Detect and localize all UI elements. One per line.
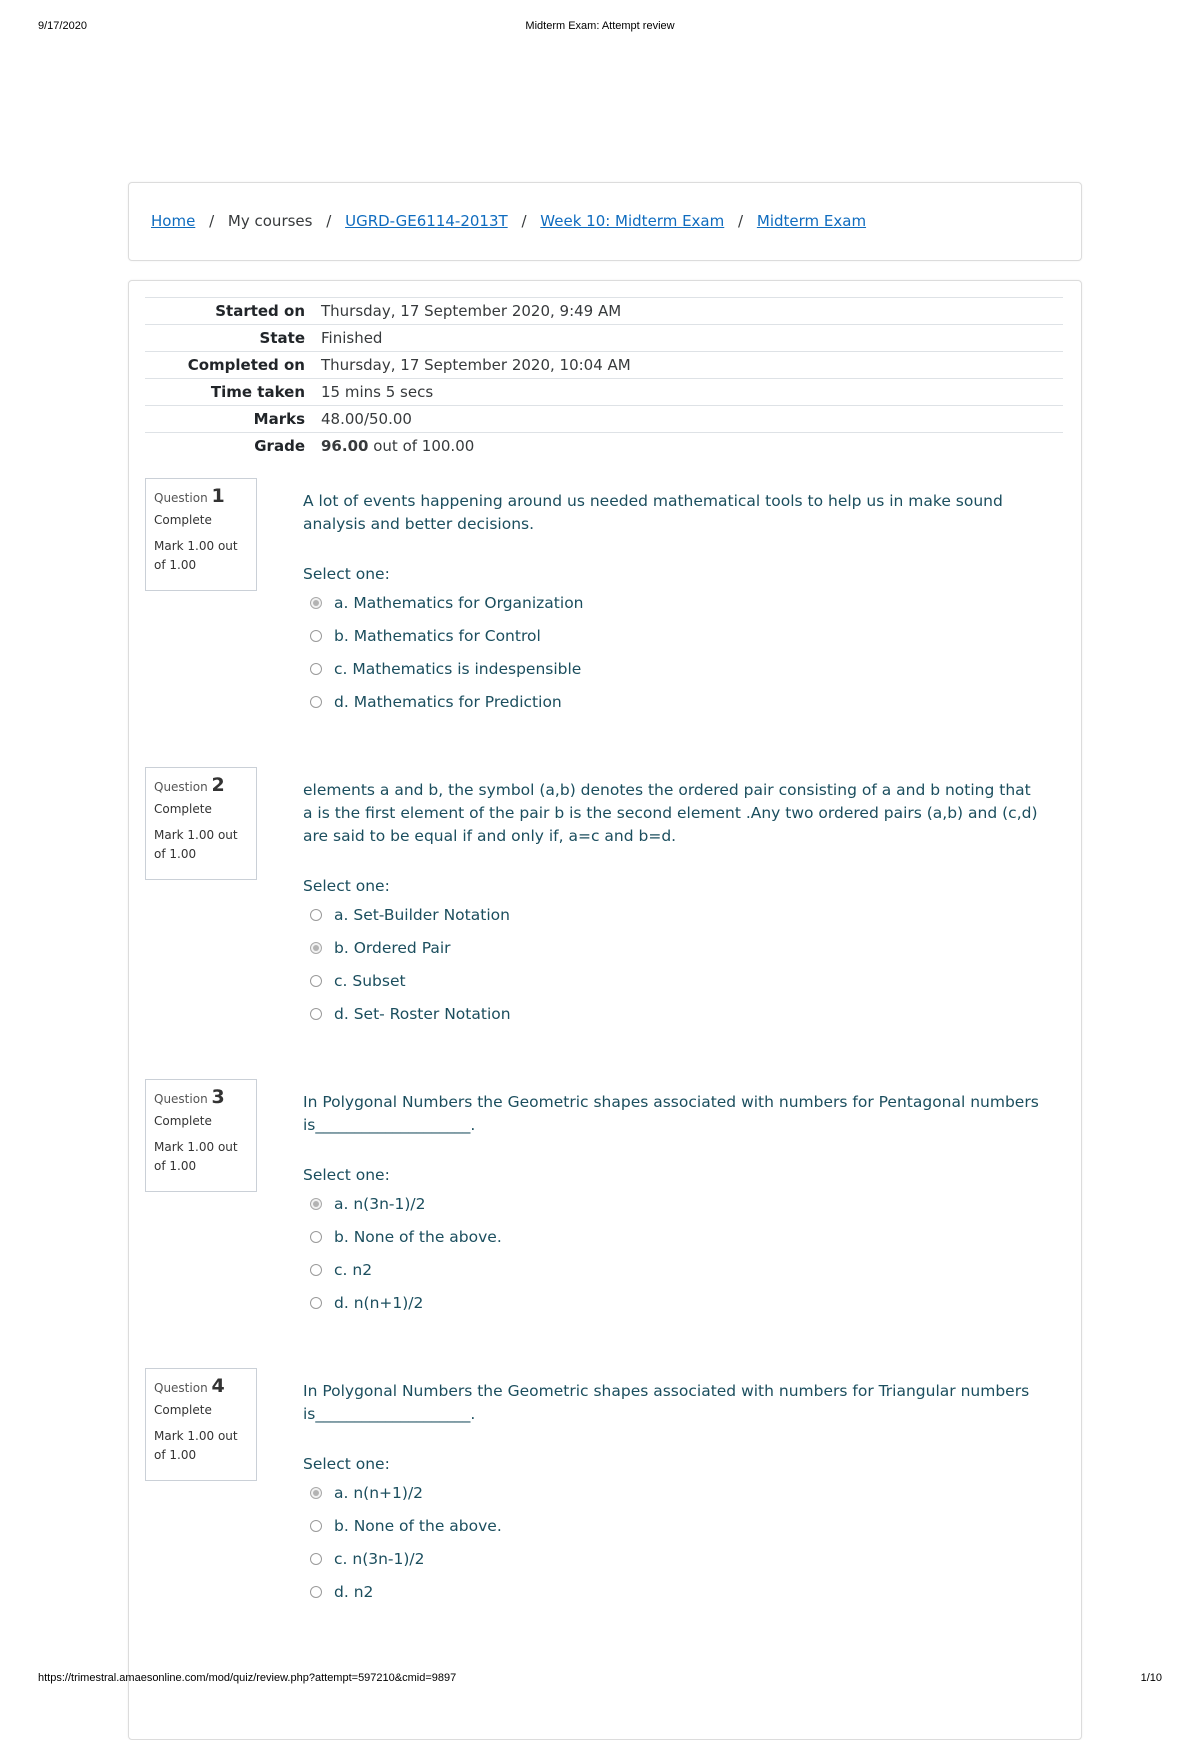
breadcrumb-week-link[interactable]: Week 10: Midterm Exam [540, 212, 725, 230]
answer-option[interactable] [303, 899, 1043, 932]
completed-on-value: Thursday, 17 September 2020, 10:04 AM [313, 352, 1063, 379]
question-state: Complete [154, 802, 212, 816]
question-label: Question [154, 1092, 208, 1106]
answer-label: c. n(3n-1)/2 [334, 1550, 425, 1568]
answer-list [303, 587, 1043, 719]
question-number [154, 1375, 248, 1401]
radio-icon[interactable] [310, 1553, 322, 1565]
attempt-summary-table [145, 297, 1063, 459]
radio-icon[interactable] [310, 663, 322, 675]
radio-icon[interactable] [310, 696, 322, 708]
answer-option[interactable] [303, 620, 1043, 653]
question-number [154, 485, 248, 511]
radio-checked-icon[interactable] [310, 597, 322, 609]
breadcrumb-separator: / [521, 212, 527, 230]
breadcrumb-separator: / [209, 212, 215, 230]
answer-label: b. None of the above. [334, 1517, 502, 1535]
breadcrumb-course-link[interactable]: UGRD-GE6114-2013T [345, 212, 508, 230]
question-label: Question [154, 1381, 208, 1395]
answer-label: d. Set- Roster Notation [334, 1005, 511, 1023]
answer-label: d. n(n+1)/2 [334, 1294, 424, 1312]
breadcrumb-card [128, 182, 1082, 261]
answer-label: c. n2 [334, 1261, 373, 1279]
answer-label: b. Mathematics for Control [334, 627, 541, 645]
question-mark: Mark 1.00 out of 1.00 [154, 539, 238, 572]
breadcrumb [151, 212, 866, 230]
answer-option[interactable] [303, 998, 1043, 1031]
time-taken-value: 15 mins 5 secs [313, 379, 1063, 406]
print-title: Midterm Exam: Attempt review [525, 20, 675, 32]
breadcrumb-my-courses: My courses [227, 212, 313, 230]
question-state: Complete [154, 1114, 212, 1128]
question-mark: Mark 1.00 out of 1.00 [154, 1140, 238, 1173]
summary-row-grade [145, 433, 1063, 460]
answer-list [303, 1477, 1043, 1609]
question-number-value: 2 [211, 774, 225, 796]
question-mark: Mark 1.00 out of 1.00 [154, 1429, 238, 1462]
radio-icon[interactable] [310, 1586, 322, 1598]
radio-icon[interactable] [310, 1520, 322, 1532]
answer-option[interactable] [303, 1221, 1043, 1254]
question-state: Complete [154, 1403, 212, 1417]
answer-option[interactable] [303, 932, 1043, 965]
breadcrumb-exam-link[interactable]: Midterm Exam [756, 212, 867, 230]
question-number-value: 3 [211, 1086, 225, 1108]
answer-option[interactable] [303, 965, 1043, 998]
radio-icon[interactable] [310, 1231, 322, 1243]
summary-row-marks [145, 406, 1063, 433]
grade-label: Grade [145, 433, 313, 460]
answer-label: a. n(3n-1)/2 [334, 1195, 426, 1213]
state-value: Finished [313, 325, 1063, 352]
question-content [303, 1091, 1043, 1320]
answer-option[interactable] [303, 1576, 1043, 1609]
marks-value: 48.00/50.00 [313, 406, 1063, 433]
question-content [303, 779, 1043, 1031]
answer-option[interactable] [303, 587, 1043, 620]
question-label: Question [154, 491, 208, 505]
answer-option[interactable] [303, 1188, 1043, 1221]
radio-icon[interactable] [310, 1297, 322, 1309]
answer-label: a. Mathematics for Organization [334, 594, 584, 612]
completed-on-label: Completed on [145, 352, 313, 379]
answer-label: b. Ordered Pair [334, 939, 451, 957]
answer-list [303, 899, 1043, 1031]
question-mark: Mark 1.00 out of 1.00 [154, 828, 238, 861]
answer-option[interactable] [303, 653, 1043, 686]
marks-label: Marks [145, 406, 313, 433]
select-one-prompt: Select one: [303, 565, 390, 583]
question-info [145, 1368, 257, 1481]
summary-row-state [145, 325, 1063, 352]
breadcrumb-home-link[interactable]: Home [151, 212, 196, 230]
answer-option[interactable] [303, 1477, 1043, 1510]
summary-row-time [145, 379, 1063, 406]
breadcrumb-separator: / [326, 212, 332, 230]
answer-option[interactable] [303, 1287, 1043, 1320]
answer-label: b. None of the above. [334, 1228, 502, 1246]
answer-label: d. n2 [334, 1583, 374, 1601]
answer-label: d. Mathematics for Prediction [334, 693, 562, 711]
print-page-number: 1/10 [1140, 1672, 1162, 1684]
grade-suffix: out of 100.00 [373, 437, 475, 455]
radio-checked-icon[interactable] [310, 942, 322, 954]
attempt-review-card [128, 280, 1082, 1740]
radio-icon[interactable] [310, 909, 322, 921]
question-number-value: 4 [211, 1375, 225, 1397]
question-text: In Polygonal Numbers the Geometric shapes associated with numbers for Triangular numbers is____________________. [303, 1382, 1030, 1423]
radio-icon[interactable] [310, 1008, 322, 1020]
time-taken-label: Time taken [145, 379, 313, 406]
answer-label: a. n(n+1)/2 [334, 1484, 424, 1502]
question-content [303, 1380, 1043, 1609]
select-one-prompt: Select one: [303, 1455, 390, 1473]
breadcrumb-separator: / [738, 212, 744, 230]
answer-label: c. Subset [334, 972, 406, 990]
answer-label: a. Set-Builder Notation [334, 906, 510, 924]
answer-option[interactable] [303, 1543, 1043, 1576]
started-on-value: Thursday, 17 September 2020, 9:49 AM [313, 298, 1063, 325]
question-info [145, 767, 257, 880]
answer-option[interactable] [303, 686, 1043, 719]
started-on-label: Started on [145, 298, 313, 325]
answer-list [303, 1188, 1043, 1320]
question-number-value: 1 [211, 485, 225, 507]
print-date: 9/17/2020 [38, 20, 87, 32]
question-info [145, 478, 257, 591]
select-one-prompt: Select one: [303, 877, 390, 895]
question-number [154, 1086, 248, 1112]
question-number [154, 774, 248, 800]
question-label: Question [154, 780, 208, 794]
question-state: Complete [154, 513, 212, 527]
print-url: https://trimestral.amaesonline.com/mod/quiz/review.php?attempt=597210&cmid=9897 [38, 1672, 457, 1684]
answer-option[interactable] [303, 1510, 1043, 1543]
state-label: State [145, 325, 313, 352]
question-text: In Polygonal Numbers the Geometric shapes associated with numbers for Pentagonal numbers is____________________. [303, 1093, 1039, 1134]
radio-checked-icon[interactable] [310, 1487, 322, 1499]
question-info [145, 1079, 257, 1192]
radio-icon[interactable] [310, 630, 322, 642]
radio-icon[interactable] [310, 1264, 322, 1276]
grade-value-cell [313, 433, 1063, 460]
radio-icon[interactable] [310, 975, 322, 987]
question-text: elements a and b, the symbol (a,b) denotes the ordered pair consisting of a and b noting that a is the first element of the pair b is the second element .Any two ordered pairs (a,b) and (c,d) are said to be equal if and only if, a=c and b=d. [303, 781, 1038, 845]
question-text: A lot of events happening around us needed mathematical tools to help us in make sound analysis and better decisions. [303, 492, 1003, 533]
print-footer [38, 1672, 1162, 1688]
print-header [38, 20, 1162, 36]
select-one-prompt: Select one: [303, 1166, 390, 1184]
grade-value: 96.00 [321, 437, 369, 455]
summary-row-started [145, 298, 1063, 325]
answer-label: c. Mathematics is indespensible [334, 660, 582, 678]
radio-checked-icon[interactable] [310, 1198, 322, 1210]
summary-row-completed [145, 352, 1063, 379]
question-content [303, 490, 1043, 719]
answer-option[interactable] [303, 1254, 1043, 1287]
